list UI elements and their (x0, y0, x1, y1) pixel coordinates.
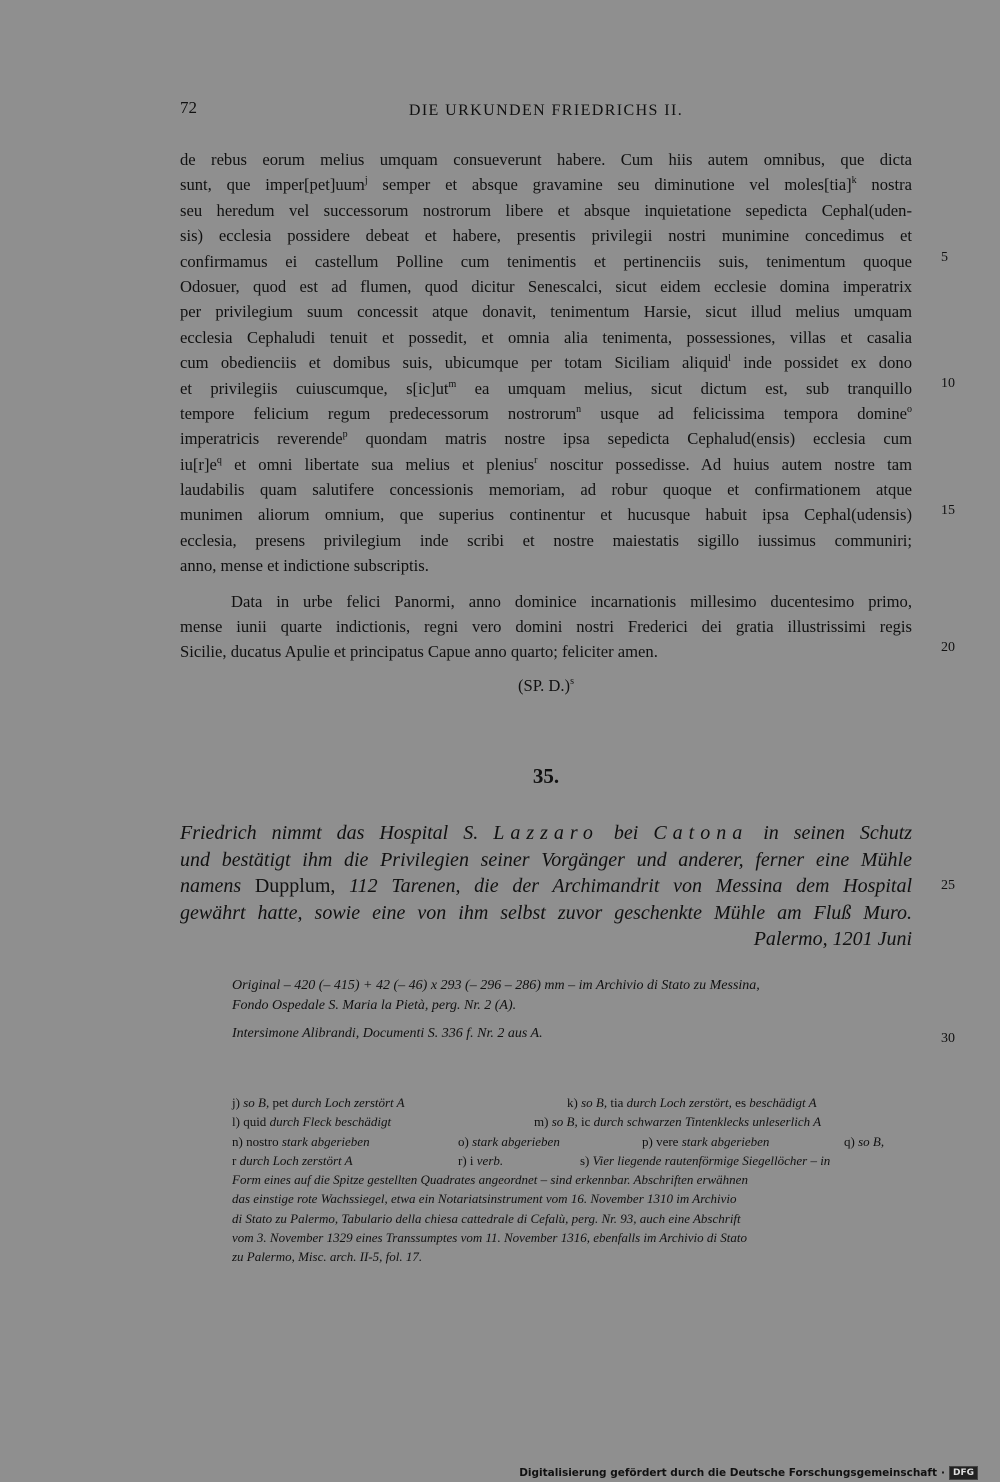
datum-line: Data in urbe felici Panormi, anno dominice incarnationis millesimo ducentesimo primo, (231, 591, 912, 611)
line-number: 10 (941, 376, 955, 391)
funding-text: Digitalisierung gefördert durch die Deutsche Forschungsgemeinschaft (519, 1467, 937, 1479)
note-line: zu Palermo, Misc. arch. II-5, fol. 17. (232, 1249, 423, 1265)
text-line: munimen aliorum omnium, que superius continentur et hucusque habuit ipsa Cephal(udensis) (180, 505, 912, 525)
text-line: per privilegium suum concessit atque donavit, tenimentum Harsie, sicut illud melius umquam (180, 302, 912, 322)
text-line: sunt, que imper[pet]uum$^j$ semper et absque gravamine seu diminutione vel moles[tia]$^k$ nostra (180, 175, 912, 195)
datum-line: mense iunii quarte indictionis, regni vero domini nostri Frederici dei gratia illustrissimi regis (180, 617, 912, 637)
separator-dot: · (940, 1467, 945, 1479)
note-line: das einstige rote Wachssiegel, etwa ein Notariatsinstrument vom 16. November 1310 im Archivio (232, 1191, 737, 1207)
text-line: seu heredum vel successorum nostrorum libere et absque inquietatione sepedicta Cephal(uden- (180, 200, 912, 220)
line-number: 15 (941, 503, 955, 518)
text-line: laudabilis quam salutifere concessionis memoriam, ad robur quoque et confirmationem atque (180, 480, 912, 500)
source-tradition (232, 976, 912, 1044)
text-line: de rebus eorum melius umquam consueverunt habere. Cum hiis autem omnibus, que dicta (180, 150, 912, 169)
note-line: Form eines auf die Spitze gestellten Quadrates angeordnet – sind erkennbar. Abschriften erwähnen (232, 1172, 748, 1188)
regest-line: gewährt hatte, sowie eine von ihm selbst zuvor geschenkte Mühle am Fluß Muro. (180, 901, 912, 924)
note-line: r durch Loch zerstört A r) i verb. s) Vier liegende rautenförmige Siegellöcher – in (232, 1152, 831, 1168)
note-line: di Stato zu Palermo, Tabulario della chiesa cattedrale di Cefalù, perg. Nr. 93, auch eine Abschrift (232, 1210, 741, 1226)
text-line: Odosuer, quod est ad flumen, quod dicitur Senescalci, sicut eidem ecclesie domina imperatrix (180, 276, 912, 296)
regest (180, 820, 912, 953)
signum: (SP. D.)$^s$ (517, 676, 574, 695)
text-line: cum obedienciis et domibus suis, ubicumque per totam Siciliam aliquid$^l$ inde possidet ex dono (180, 353, 912, 373)
text-line: imperatricis reverende$^p$ quondam matris nostre ipsa sepedicta Cephalud(ensis) ecclesia cum (180, 429, 912, 449)
line-number: 5 (941, 250, 948, 265)
page-number: 72 (180, 98, 197, 117)
footnotes (232, 1093, 912, 1267)
line-number: 20 (941, 640, 955, 655)
text-line: tempore felicium regum predecessorum nostrorum$^n$ usque ad felicissima tempora domine$^o$ (180, 403, 912, 423)
line-number: 30 (941, 1031, 955, 1046)
regest-date: Palermo, 1201 Juni (753, 928, 912, 950)
source-line: Fondo Ospedale S. Maria la Pietà, perg. Nr. 2 (A). (232, 998, 517, 1013)
text-line: sis) ecclesia possidere debeat et habere, presentis privilegii nostri munimine concedimus et (180, 226, 912, 246)
document-number: 35. (532, 764, 560, 788)
note-line: j) so B, pet durch Loch zerstört A k) so B, tia durch Loch zerstört, es beschädigt A (232, 1095, 817, 1110)
regest-line: namens Dupplum, 112 Tarenen, die der Archimandrit von Messina dem Hospital (180, 875, 913, 897)
text-line: et privilegiis cuiuscumque, $s[ic]ut^m$ ea umquam melius, sicut dictum est, sub tranquillo (180, 378, 913, 398)
note-line: l) quid durch Fleck beschädigt m) so B, ic durch schwarzen Tintenklecks unleserlich A (232, 1114, 822, 1130)
source-line: Intersimone Alibrandi, Documenti S. 336 f. Nr. 2 aus A. (232, 1026, 543, 1041)
text-line: $iu[r]e^q$ et omni libertate sua melius et plenius$^r$ noscitur possedisse. Ad huius autem nostre tam (180, 454, 913, 474)
datum-line: Sicilie, ducatus Apulie et principatus Capue anno quarto; feliciter amen. (180, 642, 658, 662)
running-title: DIE URKUNDEN FRIEDRICHS II. (408, 102, 684, 119)
source-line: Original – 420 (– 415) + 42 (– 46) x 293 (– 296 – 286) mm – im Archivio di Stato zu Messina, (232, 978, 760, 993)
text-line: confirmamus ei castellum Polline cum tenimentis et pertinenciis suis, tenimentum quoque (180, 251, 912, 271)
regest-line: Friedrich nimmt das Hospital S. Lazzaro bei Catona in seinen Schutz (180, 822, 913, 844)
text-line: ecclesia Cephaludi tenuit et possedit, et omnia alia tenimenta, possessiones, villas et casalia (180, 327, 912, 347)
funding-notice (519, 1466, 978, 1480)
note-line: vom 3. November 1329 eines Transsumptes vom 11. November 1316, ebenfalls im Archivio di Stato (232, 1230, 748, 1246)
line-number: 25 (941, 878, 955, 893)
regest-line: und bestätigt ihm die Privilegien seiner Vorgänger und anderer, ferner eine Mühle (180, 848, 912, 871)
text-line: ecclesia, presens privilegium inde scribi et nostre maiestatis sigillo iussimus communiri; (180, 530, 912, 550)
text-line: anno, mense et indictione subscriptis. (180, 556, 429, 576)
note-line: n) nostro stark abgerieben o) stark abgerieben p) vere stark abgerieben q) so B, (232, 1133, 885, 1149)
dfg-logo-icon: DFG (949, 1466, 978, 1480)
document-text (180, 147, 912, 665)
